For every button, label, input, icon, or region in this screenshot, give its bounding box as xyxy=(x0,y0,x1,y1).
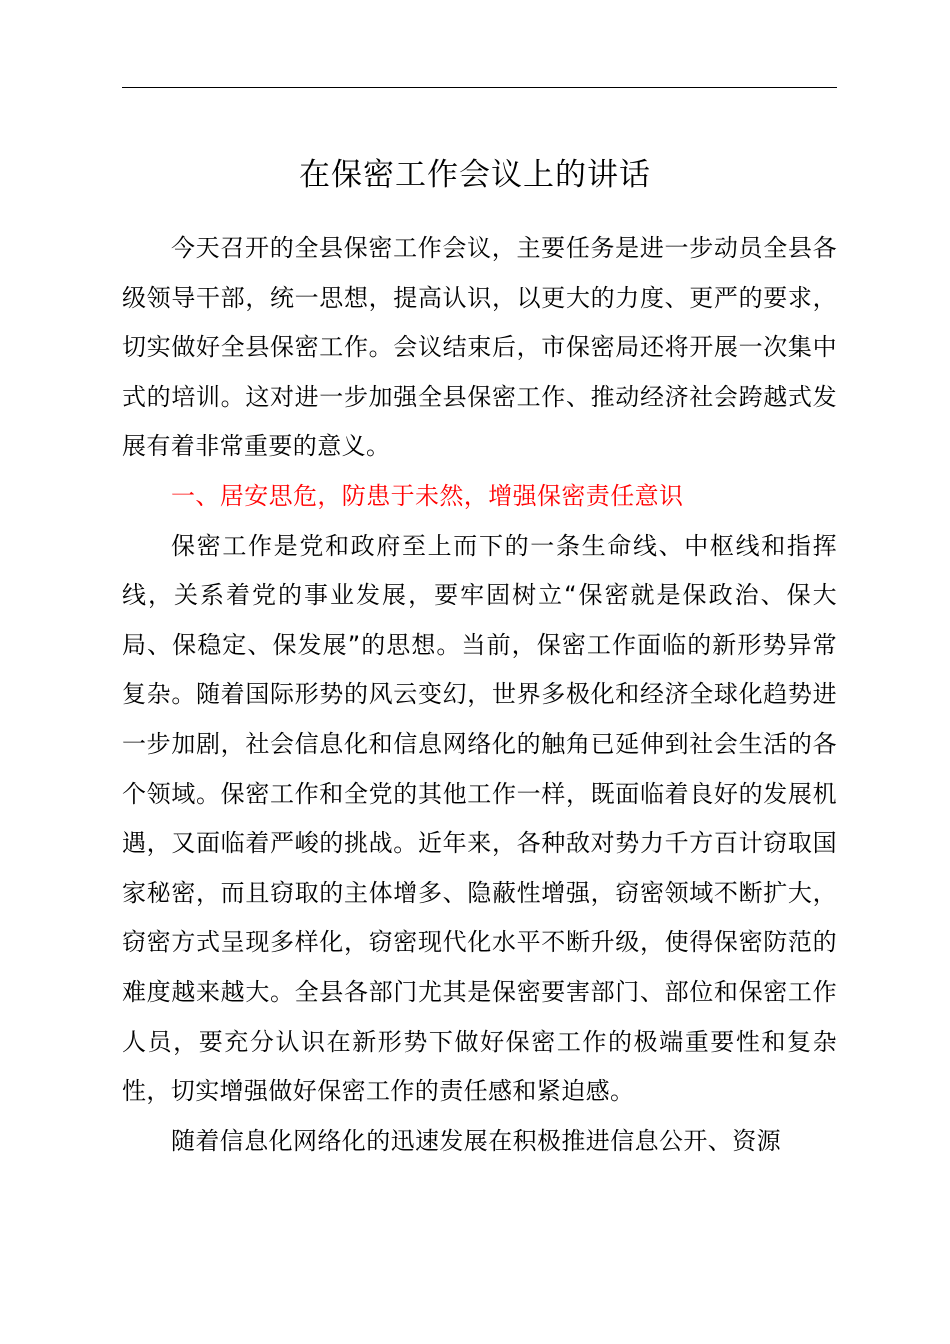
header-rule xyxy=(122,87,837,88)
section-1-paragraph-1: 保密工作是党和政府至上而下的一条生命线、中枢线和指挥线，关系着党的事业发展，要牢固树立“保密就是保政治、保大局、保稳定、保发展”的思想。当前，保密工作面临的新形势异常复杂。随着国际形势的风云变幻，世界多极化和经济全球化趋势进一步加剧，社会信息化和信息网络化的触角已延伸到社会生活的各个领域。保密工作和全党的其他工作一样，既面临着良好的发展机遇，又面临着严峻的挑战。近年来，各种敌对势力千方百计窃取国家秘密，而且窃取的主体增多、隐蔽性增强，窃密领域不断扩大，窃密方式呈现多样化，窃密现代化水平不断升级，使得保密防范的难度越来越大。全县各部门尤其是保密要害部门、部位和保密工作人员，要充分认识在新形势下做好保密工作的极端重要性和复杂性，切实增强做好保密工作的责任感和紧迫感。 xyxy=(122,531,837,1106)
document-body xyxy=(122,224,837,1166)
intro-paragraph: 今天召开的全县保密工作会议，主要任务是进一步动员全县各级领导干部，统一思想，提高认识，以更大的力度、更严的要求，切实做好全县保密工作。会议结束后，市保密局还将开展一次集中式的培训。这对进一步加强全县保密工作、推动经济社会跨越式发展有着非常重要的意义。 xyxy=(122,234,837,461)
document-title: 在保密工作会议上的讲话 xyxy=(299,157,651,193)
section-1-heading: 一、居安思危，防患于未然，增强保密责任意识 xyxy=(171,481,684,510)
section-1-paragraph-2: 随着信息化网络化的迅速发展在积极推进信息公开、资源 xyxy=(171,1126,781,1155)
